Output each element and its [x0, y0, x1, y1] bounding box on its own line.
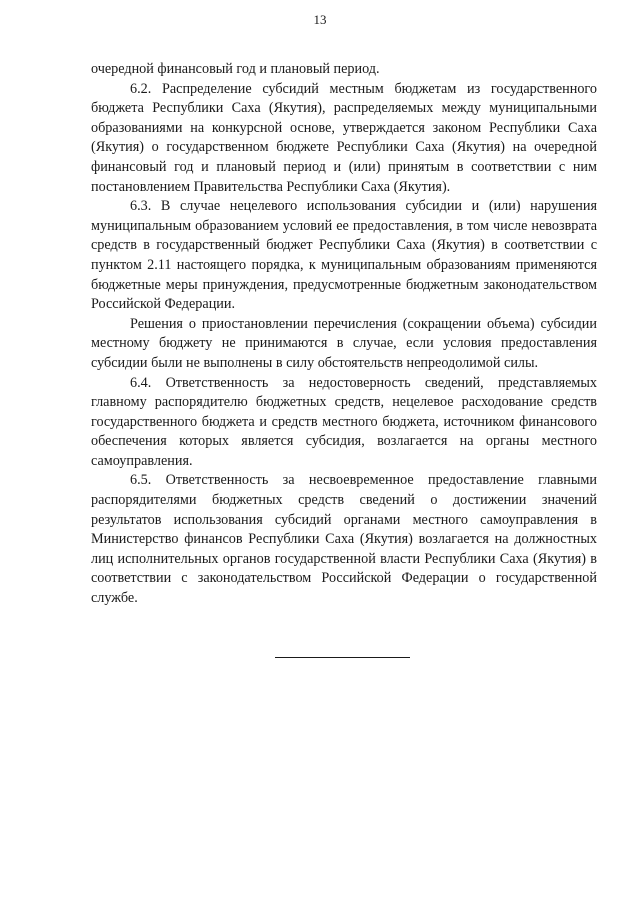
paragraph-6-3: 6.3. В случае нецелевого использования субсидии и (или) нарушения муниципальным образованием условий ее предоставления, в том числе невозврата средств в государственный бюджет Республики Саха (Якутия) в соответствии с пунктом 2.11 настоящего порядка, к муниципальным образованиям применяются бюджетные меры принуждения, предусмотренные бюджетным законодательством Российской Федерации.	[91, 198, 597, 313]
page-number: 13	[313, 12, 327, 27]
paragraph-6-2: 6.2. Распределение субсидий местным бюджетам из государственного бюджета Республики Саха (Якутия), распределяемых между муниципальными образованиями на конкурсной основе, утверждается законом Республики Саха (Якутия) о государственном бюджете Республики Саха (Якутия) на очередной финансовый год и плановый период и (или) принятым в соответствии с ним постановлением Правительства Республики Саха (Якутия).	[91, 80, 597, 195]
end-of-document-line	[275, 657, 410, 658]
paragraph-6-5: 6.5. Ответственность за несвоевременное предоставление главными распорядителями бюджетных средств сведений о достижении значений результатов использования субсидий органами местного самоуправления в Министерство финансов Республики Саха (Якутия) возлагается на должностных лиц исполнительных органов государственной власти Республики Саха (Якутия) в соответствии с законодательством Российской Федерации о государственной службе.	[91, 472, 597, 607]
paragraph-6-4: 6.4. Ответственность за недостоверность сведений, представляемых главному распорядителю бюджетных средств, нецелевое расходование средств государственного бюджета и средств местного бюджета, источником финансового обеспечения которых является субсидия, возлагается на органы местного самоуправления.	[91, 374, 597, 469]
paragraph-continuation: очередной финансовый год и плановый период.	[91, 61, 380, 77]
document-body	[91, 60, 597, 609]
paragraph-suspension-decisions: Решения о приостановлении перечисления (сокращении объема) субсидии местному бюджету не принимаются в случае, если условия предоставления субсидии были не выполнены в силу обстоятельств непреодолимой силы.	[91, 315, 597, 371]
